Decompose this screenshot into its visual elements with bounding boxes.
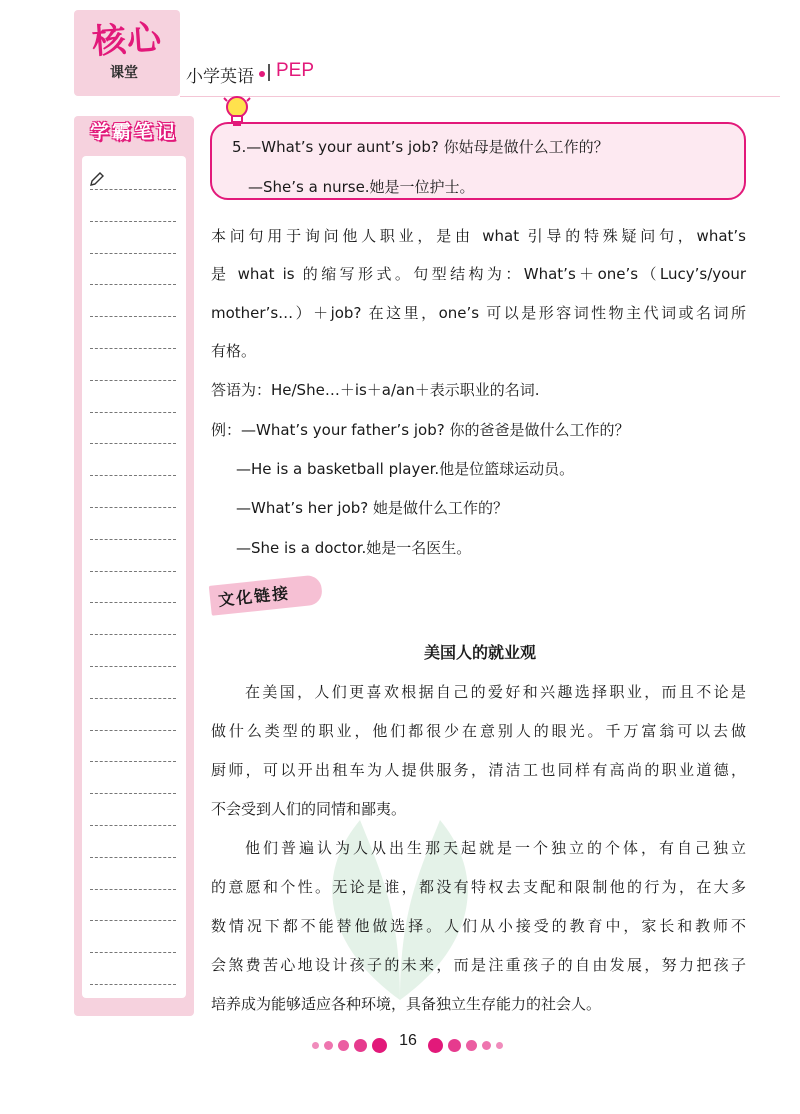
culture-paragraph-line: 培养成为能够适应各种环境，具备独立生存能力的社会人。 [211,995,602,1013]
note-line [90,857,176,858]
culture-paragraph-line: 不会受到人们的同情和鄙夷。 [211,800,407,818]
example-line: —He is a basketball player.他是位篮球运动员。 [236,460,575,478]
note-line [90,920,176,921]
header-subject: 小学英语 [186,67,254,87]
culture-paragraph-line: 在美国，人们更喜欢根据自己的爱好和兴趣选择职业，而且不论是 [245,683,746,701]
culture-paragraph-line: 他们普遍认为人从出生那天起就是一个独立的个体，有自己独立 [245,839,746,857]
footer-dot [428,1038,443,1053]
note-line [90,761,176,762]
note-line [90,189,176,190]
note-line [90,539,176,540]
note-line [90,889,176,890]
note-line [90,793,176,794]
note-line [90,253,176,254]
page-number: 16 [399,1032,417,1049]
footer-dot [448,1039,461,1052]
culture-paragraph-line: 数情况下都不能替他做选择。人们从小接受的教育中，家长和教师不 [211,917,746,935]
culture-paragraph-line: 厨师，可以开出租车为人提供服务，清洁工也同样有高尚的职业道德， [211,761,746,779]
callout-answer: —She’s a nurse.她是一位护士。 [248,178,475,196]
culture-paragraph-line: 会煞费苦心地设计孩子的未来，而是注重孩子的自由发展，努力把孩子 [211,956,746,974]
note-line [90,571,176,572]
footer-dot [324,1041,333,1050]
callout-question: 5.—What’s your aunt’s job? 你姑母是做什么工作的？ [232,138,609,156]
header-separator [268,64,270,81]
answer-pattern: 答语为：He/She…＋is＋a/an＋表示职业的名词. [211,381,540,399]
note-line [90,507,176,508]
note-line [90,984,176,985]
footer-dot [496,1042,503,1049]
note-line [90,475,176,476]
pencil-icon [88,170,106,188]
header-edition: PEP [276,60,315,81]
note-line [90,316,176,317]
note-line [90,952,176,953]
note-line [90,348,176,349]
note-line [90,284,176,285]
note-line [90,666,176,667]
culture-paragraph-line: 做什么类型的职业，他们都很少在意别人的眼光。千万富翁可以去做 [211,722,746,740]
footer-dot [466,1040,477,1051]
note-line [90,698,176,699]
note-line [90,443,176,444]
footer-dot [312,1042,319,1049]
explanation-line: mother’s…）＋job? 在这里，one’s 可以是形容词性物主代词或名词所 [211,304,746,322]
note-line [90,221,176,222]
notes-panel [82,156,186,998]
footer-dot [354,1039,367,1052]
note-line [90,634,176,635]
lightbulb-icon [222,94,252,128]
explanation-line: 本问句用于询问他人职业，是由 what 引导的特殊疑问句，what’s [211,227,746,245]
logo [74,10,180,96]
explanation-line: 有格。 [211,342,257,360]
culture-tag-label: 文化链接 [217,583,291,610]
footer-dot [482,1041,491,1050]
note-line [90,412,176,413]
note-line [90,602,176,603]
logo-main-text: 核心 [90,17,164,63]
note-line [90,380,176,381]
footer-dot [338,1040,349,1051]
logo-sub-text: 课堂 [110,65,138,81]
note-line [90,730,176,731]
example-line: 例：—What’s your father’s job? 你的爸爸是做什么工作的？ [211,421,630,439]
example-line: —What’s her job? 她是做什么工作的？ [236,499,509,517]
header-rule [180,96,780,97]
sidebar-title: 学霸笔记 [89,121,178,143]
header-dot [259,71,265,77]
culture-heading: 美国人的就业观 [423,643,536,662]
culture-paragraph-line: 的意愿和个性。无论是谁，都没有特权去支配和限制他的行为，在大多 [211,878,746,896]
note-line [90,825,176,826]
footer-dot [372,1038,387,1053]
example-line: —She is a doctor.她是一名医生。 [236,539,472,557]
explanation-line: 是 what is 的缩写形式。句型结构为：What’s＋one’s（Lucy’s/your [211,265,746,283]
